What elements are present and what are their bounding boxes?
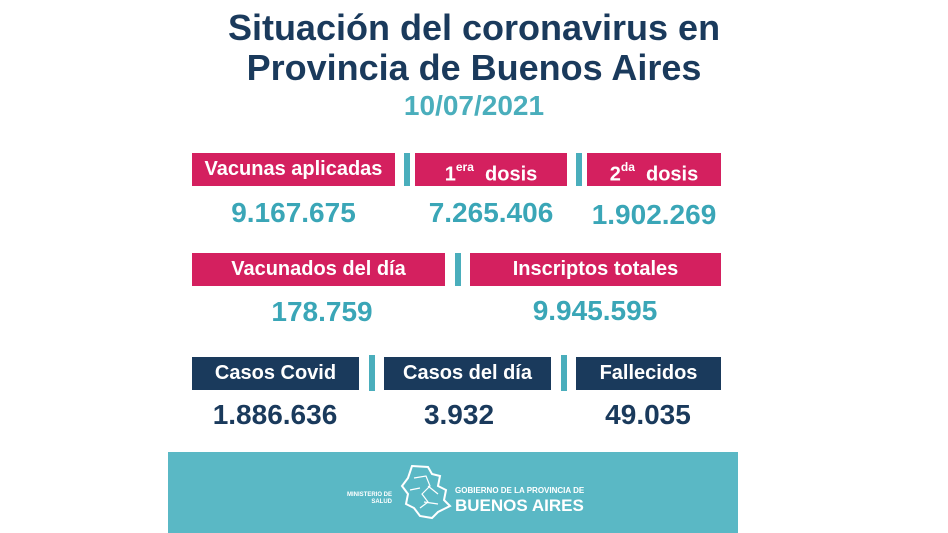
separator	[455, 253, 461, 286]
footer-banner	[168, 452, 738, 533]
ministry-label	[332, 492, 392, 506]
label-inscriptos-totales: Inscriptos totales	[470, 253, 721, 286]
label-fallecidos: Fallecidos	[576, 357, 721, 390]
first-dose-suffix: dosis	[485, 163, 538, 186]
ministry-line-2: SALUD	[371, 499, 392, 505]
report-date: 10/07/2021	[403, 90, 545, 121]
separator	[404, 153, 410, 186]
title-line-1: Situación del coronavirus en	[227, 7, 721, 48]
value-segunda-dosis: 1.902.269	[591, 199, 717, 230]
gov-line: GOBIERNO DE LA PROVINCIA DE	[455, 486, 585, 495]
label-vacunas-aplicadas: Vacunas aplicadas	[192, 153, 395, 186]
ministry-line-1: MINISTERIO DE	[346, 492, 392, 498]
label-primera-dosis	[415, 153, 567, 186]
value-vacunados-del-dia: 178.759	[271, 296, 373, 327]
second-dose-suffix: dosis	[646, 163, 699, 186]
first-dose-prefix: 1	[444, 163, 456, 186]
second-dose-sup: da	[620, 160, 635, 174]
value-casos-del-dia: 3.932	[423, 399, 495, 430]
first-dose-sup: era	[455, 160, 474, 174]
separator	[369, 355, 375, 391]
label-casos-covid: Casos Covid	[192, 357, 359, 390]
label-segunda-dosis	[587, 153, 721, 186]
province-name: BUENOS AIRES	[455, 496, 584, 515]
value-primera-dosis: 7.265.406	[428, 197, 554, 228]
value-inscriptos-totales: 9.945.595	[532, 295, 658, 326]
title-line-2: Provincia de Buenos Aires	[246, 47, 702, 88]
value-fallecidos: 49.035	[605, 399, 691, 430]
province-map-icon	[398, 464, 452, 520]
separator	[561, 355, 567, 391]
label-casos-del-dia: Casos del día	[384, 357, 551, 390]
separator	[576, 153, 582, 186]
value-vacunas-aplicadas: 9.167.675	[231, 197, 356, 228]
value-casos-covid: 1.886.636	[212, 399, 338, 430]
label-vacunados-del-dia: Vacunados del día	[192, 253, 445, 286]
second-dose-prefix: 2	[609, 163, 621, 186]
